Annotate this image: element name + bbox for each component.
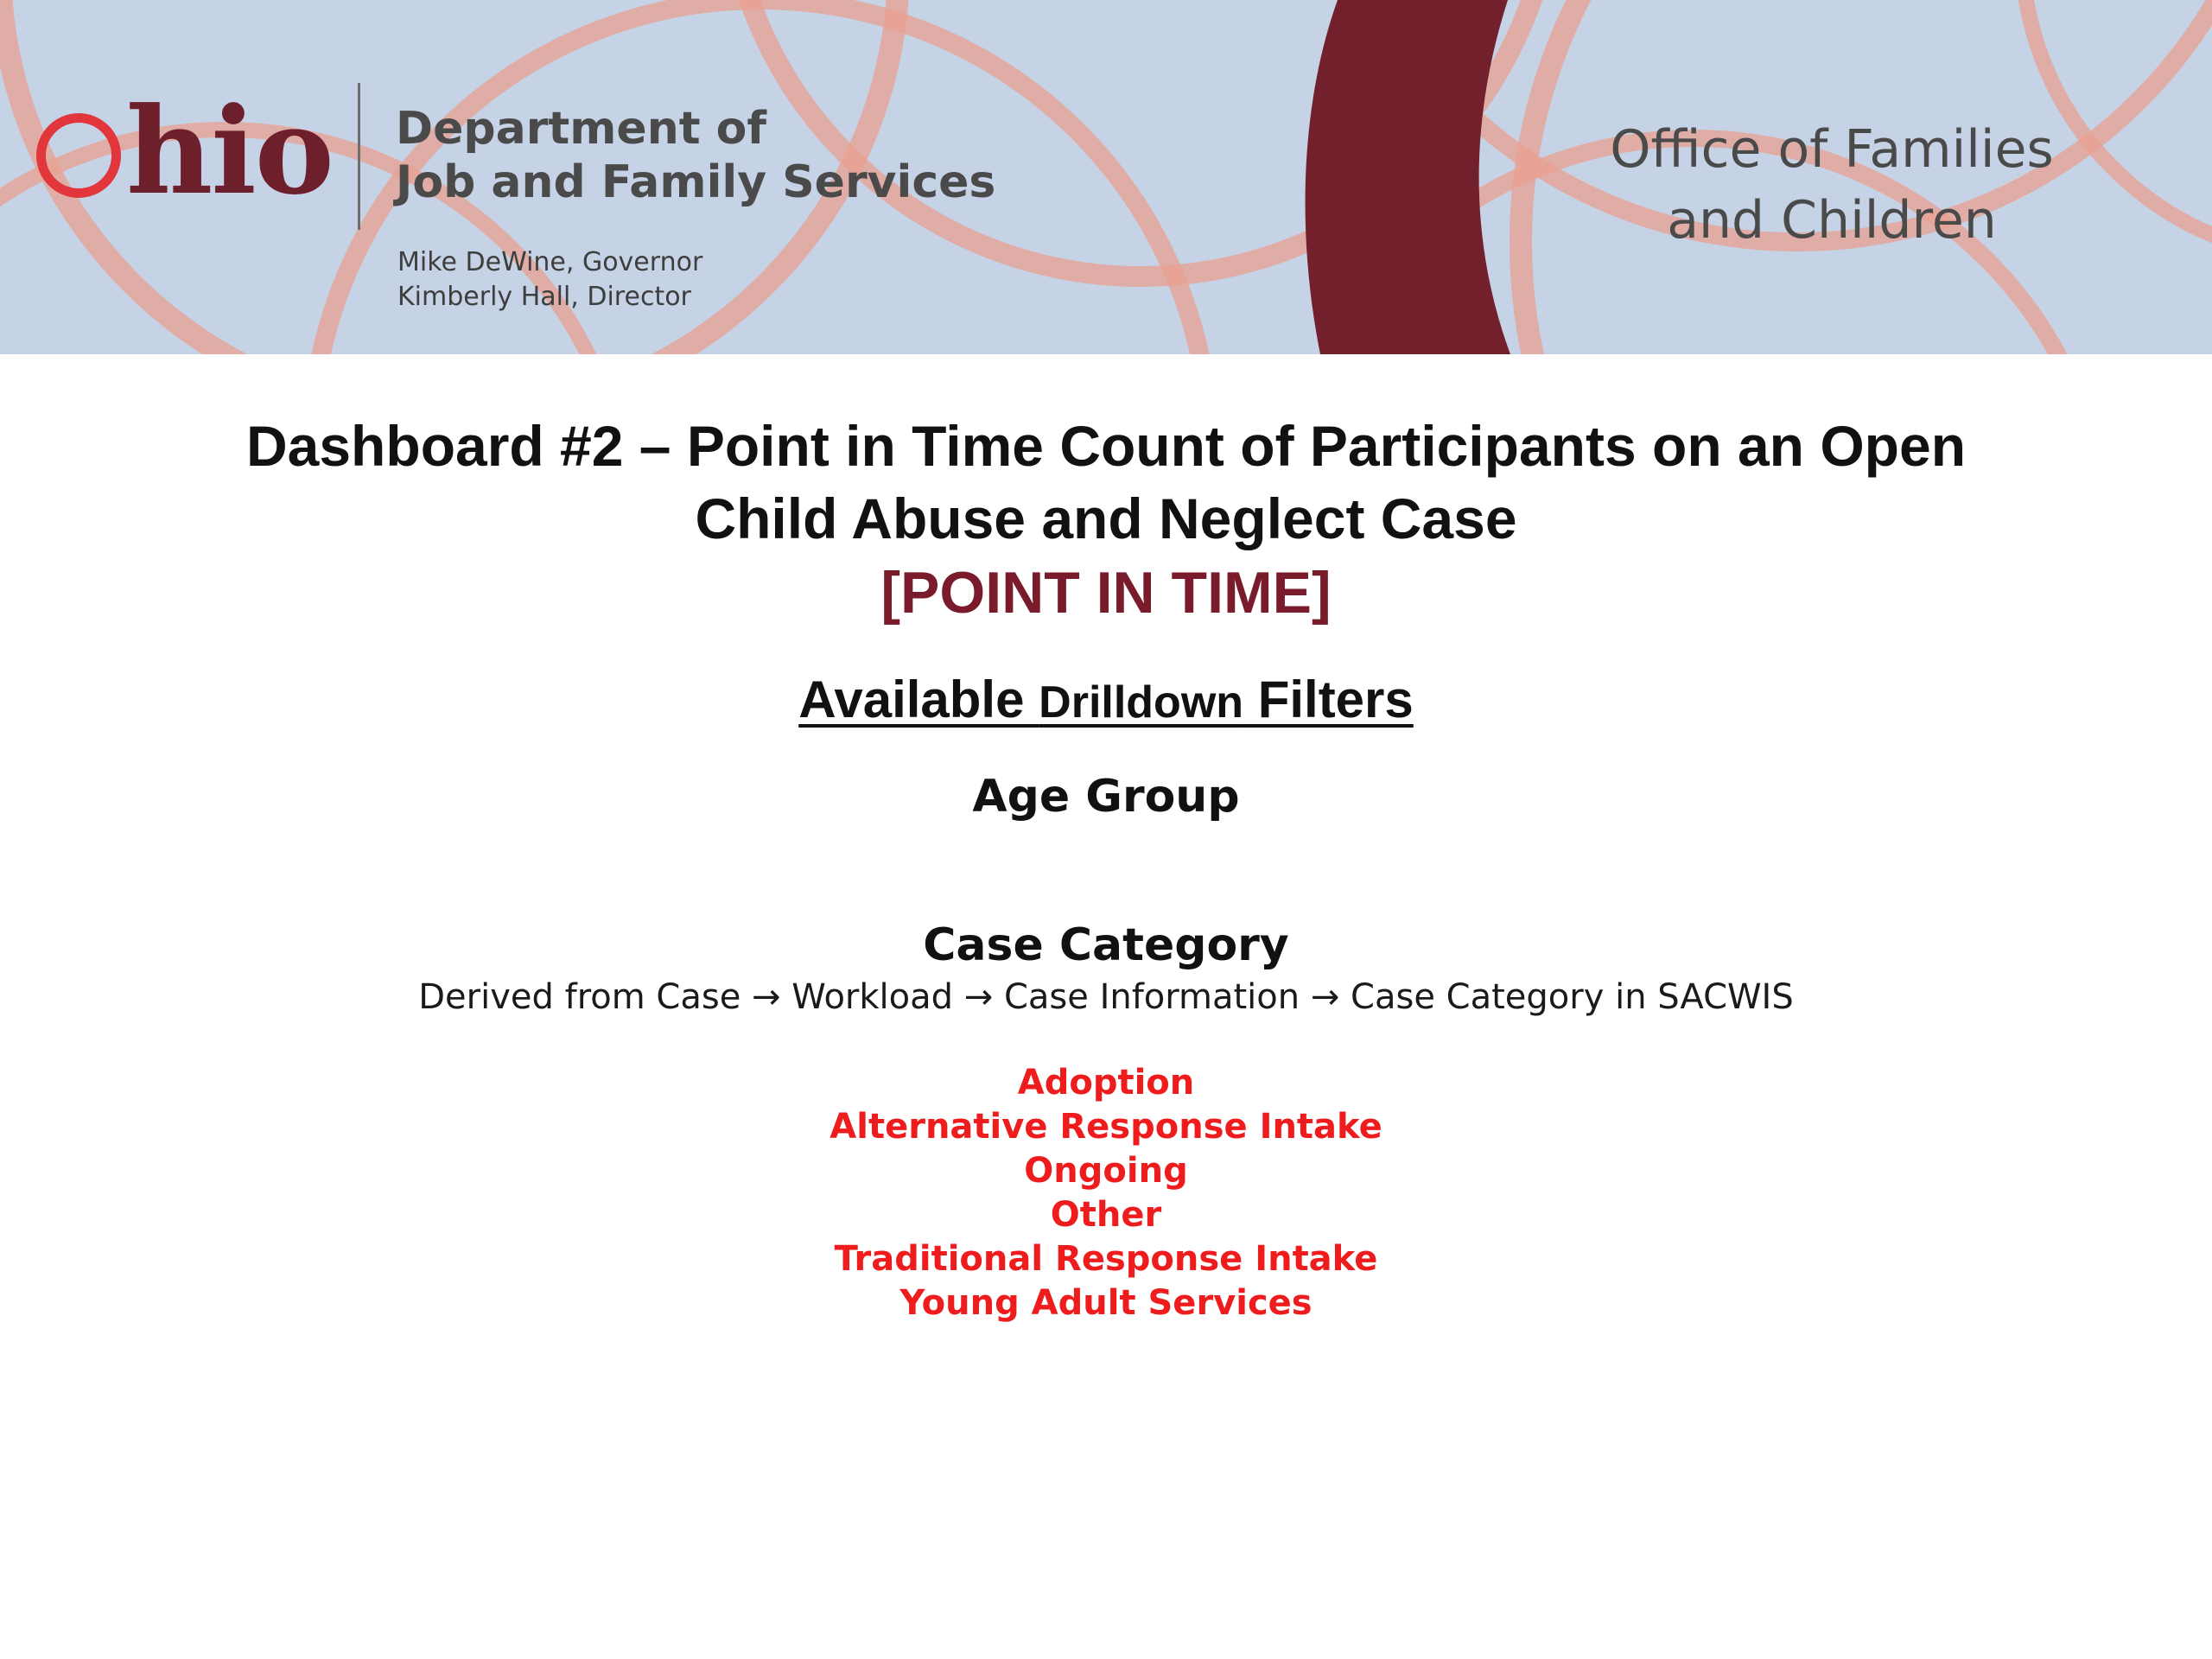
case-category-list xyxy=(0,1061,2212,1325)
department-line-1: Department of xyxy=(396,103,767,155)
filters-heading-part-2: Drilldown xyxy=(1039,677,1244,728)
officials xyxy=(397,245,702,315)
category-item-ongoing: Ongoing xyxy=(1024,1151,1188,1191)
category-item-other: Other xyxy=(1050,1195,1162,1235)
office-line-2: and Children xyxy=(1667,190,1997,251)
office-line-1: Office of Families xyxy=(1610,119,2054,180)
filters-heading-part-1: Available xyxy=(798,671,1039,728)
case-category-source: Derived from Case → Workload → Case Information → Case Category in SACWIS xyxy=(418,977,1794,1017)
page-title-line-1: Dashboard #2 – Point in Time Count of Participants on an Open xyxy=(245,414,1967,478)
department-line-2: Job and Family Services xyxy=(396,156,996,208)
page-title-line-2: Child Abuse and Neglect Case xyxy=(695,486,1517,550)
age-group-filter: Age Group xyxy=(972,771,1240,823)
ohio-logo xyxy=(36,80,333,221)
filters-heading-part-3: Filters xyxy=(1243,671,1414,728)
ohio-logo-o-ring xyxy=(36,113,121,198)
header-banner xyxy=(0,0,2212,354)
filters-heading xyxy=(0,669,2212,734)
ohio-logo-text: hio xyxy=(126,80,333,221)
category-item-traditional-response-intake: Traditional Response Intake xyxy=(834,1239,1378,1279)
logo-divider xyxy=(358,83,360,230)
category-item-young-adult-services: Young Adult Services xyxy=(899,1283,1313,1323)
point-in-time-label: [POINT IN TIME] xyxy=(880,560,1332,626)
case-category-filter: Case Category xyxy=(923,919,1289,971)
department-name xyxy=(396,102,995,209)
category-item-adoption: Adoption xyxy=(1017,1063,1195,1103)
category-item-alternative-response-intake: Alternative Response Intake xyxy=(830,1107,1382,1147)
page-title xyxy=(86,410,2126,555)
director-name: Kimberly Hall, Director xyxy=(397,282,691,312)
office-name xyxy=(1521,114,2143,256)
governor-name: Mike DeWine, Governor xyxy=(397,247,703,277)
maroon-band xyxy=(1306,0,1510,354)
